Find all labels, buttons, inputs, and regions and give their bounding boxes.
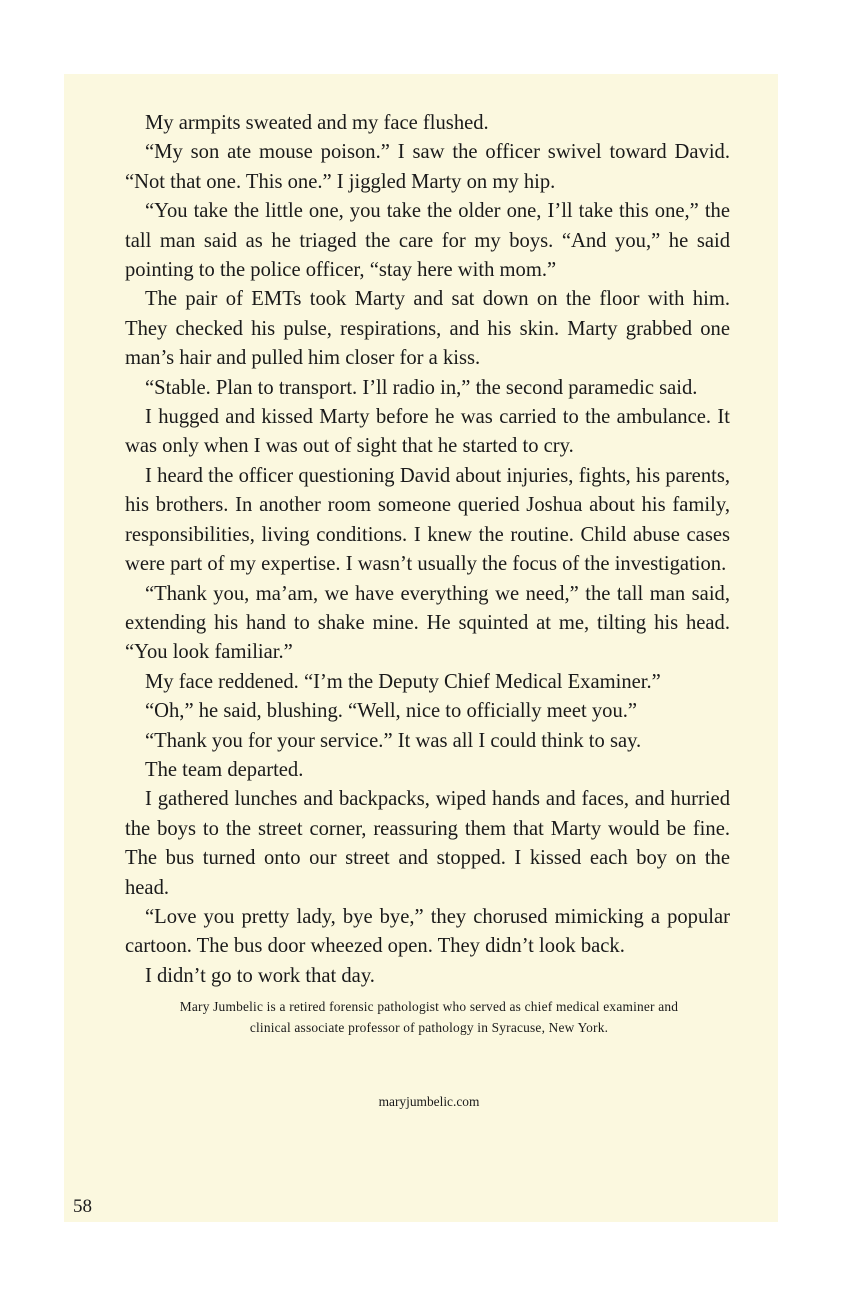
author-website: maryjumbelic.com	[378, 1094, 480, 1109]
paragraph: I heard the officer questioning David about injuries, fights, his parents, his brothers. In another room someone queried Joshua about his family, responsibilities, living conditions. I knew the routine. Child abuse cases were part of my expertise. I wasn’t usually the focus of the investigation.	[125, 464, 730, 576]
paragraph: The team departed.	[145, 758, 304, 781]
paragraph: I gathered lunches and backpacks, wiped hands and faces, and hurried the boys to the street corner, reassuring them that Marty would be fine. The bus turned onto our street and stopped. I kissed each boy on the head.	[125, 788, 730, 899]
paragraph: “Stable. Plan to transport. I’ll radio in,” the second paramedic said.	[145, 376, 698, 399]
book-page	[64, 74, 778, 1222]
page-number: 58	[73, 1196, 92, 1217]
paragraph: My face reddened. “I’m the Deputy Chief Medical Examiner.”	[145, 670, 661, 693]
author-bio-line: Mary Jumbelic is a retired forensic pathologist who served as chief medical examiner and	[179, 999, 679, 1014]
author-bio-line: clinical associate professor of pathology in Syracuse, New York.	[249, 1020, 609, 1035]
paragraph: My armpits sweated and my face flushed.	[145, 112, 489, 134]
paragraph: “Thank you for your service.” It was all I could think to say.	[145, 729, 642, 752]
paragraph: “Love you pretty lady, bye bye,” they chorused mimicking a popular cartoon. The bus door wheezed open. They didn’t look back.	[125, 905, 730, 958]
paragraph: “Thank you, ma’am, we have everything we need,” the tall man said, extending his hand to shake mine. He squinted at me, tilting his head. “You look familiar.”	[125, 582, 730, 664]
paragraph: “My son ate mouse poison.” I saw the officer swivel toward David. “Not that one. This one.” I jiggled Marty on my hip.	[125, 141, 730, 193]
paragraph: I didn’t go to work that day.	[145, 964, 375, 987]
paragraph: The pair of EMTs took Marty and sat down on the floor with him. They checked his pulse, respirations, and his skin. Marty grabbed one man’s hair and pulled him closer for a kiss.	[125, 288, 730, 370]
author-bio	[104, 996, 754, 1038]
story-text	[125, 109, 730, 991]
paragraph: “You take the little one, you take the older one, I’ll take this one,” the tall man said as he triaged the care for my boys. “And you,” he said pointing to the police officer, “stay here with mom.”	[125, 200, 730, 282]
paragraph: I hugged and kissed Marty before he was carried to the ambulance. It was only when I was out of sight that he started to cry.	[125, 406, 730, 458]
paragraph: “Oh,” he said, blushing. “Well, nice to officially meet you.”	[145, 700, 638, 723]
